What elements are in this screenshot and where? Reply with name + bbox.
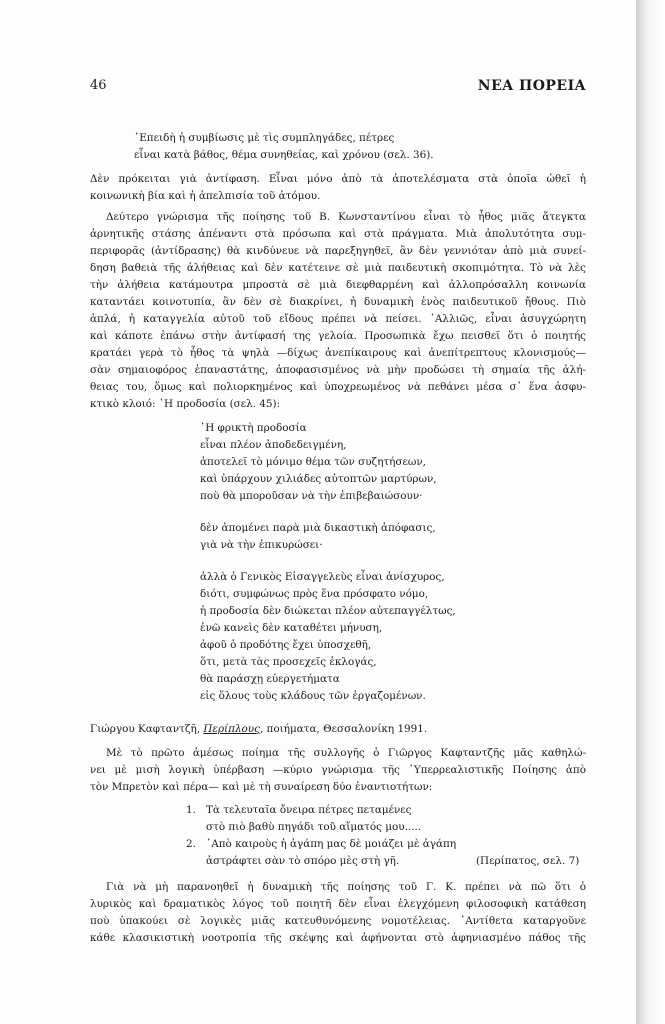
paragraph-line: κτικὸ κλοιό: ῾Η προδοσία (σελ. 45): xyxy=(90,398,281,410)
paragraph-line: Μὲ τὸ πρῶτο ἀμέσως ποίημα τῆς συλλογῆς ὁ Γιῶργος Καφταντζῆς μᾶς καθηλώ- xyxy=(106,747,586,759)
paragraph-line: Γιὰ νὰ μὴ παρανοηθεῖ ἡ δυναμικὴ τῆς ποίησης τοῦ Γ. Κ. πρέπει νὰ πῶ ὅτι ὁ xyxy=(106,881,586,893)
quote-line: ᾽Επειδὴ ἡ συμβίωσις μὲ τὶς συμπληγάδες, πέτρες xyxy=(134,132,395,144)
verse-line: στὸ πιὸ βαθὺ πηγάδι τοῦ αἵματός μου..... xyxy=(206,821,422,833)
verse-line: ἀφοῦ ὁ προδότης ἔχει ὑποσχεθῆ, xyxy=(200,639,372,651)
running-title: ΝΕΑ ΠΟΡΕΙΑ xyxy=(477,78,586,94)
paragraph-line: τὸν Μπρετὸν καὶ πέρα— καὶ μὲ τὴ συναίρεση δύο ἐναντιοτήτων: xyxy=(90,781,433,793)
review-heading xyxy=(90,721,427,738)
quote-line: εἶναι κατὰ βάθος, θέμα συνηθείας, καὶ χρόνου (σελ. 36). xyxy=(134,149,434,161)
page-header xyxy=(90,78,586,96)
numbered-verse xyxy=(186,836,456,853)
verse-number: 2. xyxy=(186,838,196,850)
review-details: , ποιήματα, Θεσσαλονίκη 1991. xyxy=(259,723,428,735)
review-book-title: Περίπλους xyxy=(203,723,260,735)
paragraph-line: κρατάει γερὰ τὸ ἦθος τὰ ψηλὰ —δίχως ἀνεπίκαιρους καὶ ἀνεπίτρεπτους κλονισμούς— xyxy=(90,347,586,359)
verse-line: ἀλλὰ ὁ Γενικὸς Εἰσαγγελεὺς εἶναι ἀνίσχυρος, xyxy=(200,571,445,583)
verse-line: εἶναι πλέον ἀποδεδειγμένη, xyxy=(200,439,347,451)
verse-line: ῾Η φρικτὴ προδοσία xyxy=(200,422,307,434)
verse-line: διότι, συμφώνως πρὸς ἕνα πρόσφατο νόμο, xyxy=(200,588,429,600)
verse-line: θὰ παράσχῃ εὐεργετήματα xyxy=(200,673,340,685)
paragraph-line: κοινωνικὴ βία καὶ ἡ ἀπελπισία τοῦ ἀτόμου. xyxy=(90,190,321,202)
paragraph-line: θειας του, ὅμως καὶ πολιορκημένος καὶ ὑποχρεωμένος νὰ πεθάνει μέσα σ᾽ ἕνα ἀσφυ- xyxy=(90,381,586,393)
paragraph-line: λυρικὸς καὶ δραματικὸς λόγος τοῦ ποιητῆ δὲν εἶναι ἐλεγχόμενη φιλοσοφικὴ κατάθεση xyxy=(90,898,586,910)
verse-line: δὲν ἀπομένει παρὰ μιὰ δικαστικὴ ἀπόφασις, xyxy=(200,522,436,534)
paragraph-line: Δὲν πρόκειται γιὰ ἀντίφαση. Εἶναι μόνο ἀπὸ τὰ ἀποτελέσματα στὰ ὁποῖα ὠθεῖ ἡ xyxy=(90,173,586,185)
paragraph-line: καὶ κάποτε ἐπάνω στὴν ἀντίφασή της γελοία. Προσωπικὰ ἔχω πεισθεῖ ὅτι ὁ ποιητής xyxy=(90,330,586,342)
paragraph-line: δηση βαθειὰ τῆς ἀλήθειας καὶ δὲν κατέτεινε σὲ μιὰ παιδευτικὴ σκοπιμότητα. Τὸ νὰ λὲς xyxy=(90,262,586,274)
verse-line: ποὺ θὰ μποροῦσαν νὰ τὴν ἐπιβεβαιώσουν· xyxy=(200,490,423,502)
numbered-verse xyxy=(186,802,412,819)
page-number: 46 xyxy=(90,78,107,93)
paragraph-line: ἁπλά, ἡ καταγγελία αὐτοῦ τοῦ εἴδους πρέπει νὰ πείσει. ᾽Αλλιῶς, εἶναι ἀσυγχώρητη xyxy=(90,313,586,325)
verse-line: ἡ προδοσία δὲν διώκεται πλέον αὐτεπαγγέλτως, xyxy=(200,605,456,617)
verse-line: εἰς ὅλους τοὺς κλάδους τῶν ἐργαζομένων. xyxy=(200,690,426,702)
page-edge-shadow xyxy=(636,0,665,1024)
poem-citation: (Περίπατος, σελ. 7) xyxy=(476,855,580,867)
paragraph-line: περιφορᾶς (ἀντίδρασης) θὰ κινδύνευε νὰ παρεξηγηθεῖ, ἂν δὲν γεννιόταν ἀπὸ μιὰ συνεί- xyxy=(90,245,586,257)
paragraph-line: ποὺ ὑπακούει σὲ λογικὲς μιᾶς κατευθυνόμενης νομοτέλειας. ᾽Αντίθετα καταργοῦνε xyxy=(90,915,586,927)
verse-line: ἀστράφτει σὰν τὸ σπόρο μὲς στὴ γῆ. xyxy=(206,855,400,867)
verse-line: γιὰ νὰ τὴν ἐπικυρώσει· xyxy=(200,539,323,551)
verse-line: καὶ ὑπάρχουν χιλιάδες αὐτοπτῶν μαρτύρων, xyxy=(200,473,437,485)
paragraph-line: ἀρνητικῆς στάσης ἀπέναντι στὰ πρόσωπα καὶ στὰ πράγματα. Μιὰ ἀπολυτότητα συμ- xyxy=(90,228,586,240)
verse-line: ἀποτελεῖ τὸ μόνιμο θέμα τῶν συζητήσεων, xyxy=(200,456,426,468)
paragraph-line: νει μὲ μισὴ λογικὴ ὑπέρβαση —κύριο γνώρισμα τῆς ῾Υπερρεαλιστικῆς Ποίησης ἀπὸ xyxy=(90,764,586,776)
review-author: Γιώργου Καφταντζῆ, xyxy=(90,723,204,735)
verse-number: 1. xyxy=(186,804,196,816)
paragraph-line: τὴν ἀλήθεια κατάμουτρα μπροστὰ σὲ μιὰ διεφθαρμένη καὶ ἀλλοπρόσαλλη κοινωνία xyxy=(90,279,586,291)
paragraph-line: κάθε κλασικιστικὴ νοοτροπία τῆς σκέψης καὶ ἀφήνονται στὸ ἀφηνιασμένο πάθος τῆς xyxy=(90,932,586,944)
verse-line: ἐνῶ κανεὶς δὲν καταθέτει μήνυση, xyxy=(200,622,383,634)
paragraph-line: Δεύτερο γνώρισμα τῆς ποίησης τοῦ Β. Κωνσταντίνου εἶναι τὸ ἦθος μιᾶς ἄτεγκτα xyxy=(106,211,586,223)
paragraph-line: καταντάει κοινοτυπία, ἂν δὲν σὲ διακρίνει, ἡ δυναμικὴ ἑνὸς παιδευτικοῦ ἤθους. Πιὸ xyxy=(90,296,586,308)
verse-line: Τὰ τελευταῖα ὄνειρα πέτρες πεταμένες xyxy=(206,804,412,816)
verse-line: ᾽Απὸ καιροὺς ἡ ἀγάπη μας δὲ μοιάζει μὲ ἀγάπη xyxy=(206,838,457,850)
paragraph-line: σὰν σημαιοφόρος ἐπαναστάτης, ἀποφασισμένος νὰ μὴν προδώσει τὴ σημαία τῆς ἀλή- xyxy=(90,364,586,376)
verse-line: ὅτι, μετὰ τὰς προσεχεῖς ἐκλογάς, xyxy=(200,656,377,668)
